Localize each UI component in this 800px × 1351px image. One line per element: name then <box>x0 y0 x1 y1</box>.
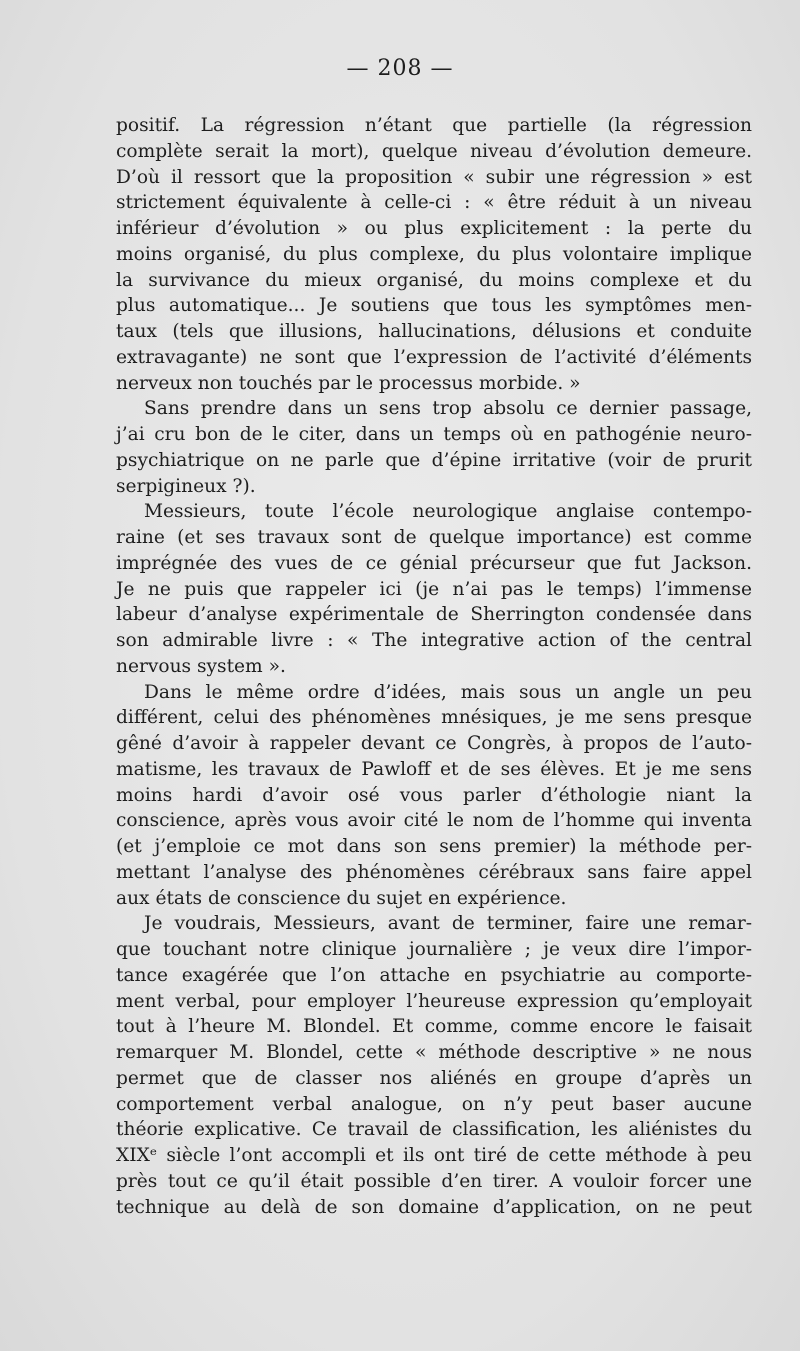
text-line: gêné d’avoir à rappeler devant ce Congrès, à propos de l’auto- <box>116 733 752 754</box>
text-line: positif. La régression n’étant que partielle (la régression <box>116 115 752 136</box>
text-line: strictement équivalente à celle-ci : « être réduit à un niveau <box>116 192 752 214</box>
text-line: remarquer M. Blondel, cette « méthode descriptive » ne nous <box>116 1042 752 1063</box>
text-line: serpigineux ?). <box>116 475 256 497</box>
text-line: technique au delà de son domaine d’application, on ne peut <box>116 1196 752 1218</box>
text-line: mettant l’analyse des phénomènes cérébraux sans faire appel <box>116 861 752 883</box>
text-line: plus automatique... Je soutiens que tous les symptômes men- <box>116 295 752 317</box>
text-line: nerveux non touchés par le processus morbide. » <box>116 372 581 394</box>
text-line: D’où il ressort que la proposition « subir une régression » est <box>116 166 752 188</box>
text-line: raine (et ses travaux sont de quelque importance) est comme <box>116 527 752 548</box>
page-number: — 208 — <box>346 56 454 81</box>
text-line: moins organisé, du plus complexe, du plus volontaire implique <box>116 243 752 265</box>
text-line: comportement verbal analogue, on n’y peut baser aucune <box>116 1093 752 1115</box>
text-line: aux états de conscience du sujet en expérience. <box>116 887 567 909</box>
text-line: Dans le même ordre d’idées, mais sous un angle un peu <box>144 681 752 703</box>
text-line: différent, celui des phénomènes mnésiques, je me sens presque <box>116 707 752 729</box>
text-line: près tout ce qu’il était possible d’en tirer. A vouloir forcer une <box>116 1170 752 1192</box>
body-text <box>116 113 752 1220</box>
text-line: extravagante) ne sont que l’expression de l’activité d’éléments <box>116 346 752 368</box>
text-line: la survivance du mieux organisé, du moins complexe et du <box>116 269 752 291</box>
text-line: ment verbal, pour employer l’heureuse expression qu’employait <box>116 990 752 1012</box>
text-line: que touchant notre clinique journalière ; je veux dire l’impor- <box>116 939 752 960</box>
text-line: j’ai cru bon de le citer, dans un temps où en pathogénie neuro- <box>116 424 752 445</box>
text-line: complète serait la mort), quelque niveau d’évolution demeure. <box>116 140 752 162</box>
text-line: tout à l’heure M. Blondel. Et comme, comme encore le faisait <box>116 1016 752 1038</box>
text-line: imprégnée des vues de ce génial précurseur que fut Jackson. <box>116 552 752 574</box>
text-line: Messieurs, toute l’école neurologique anglaise contempo- <box>144 501 752 523</box>
text-line: Je voudrais, Messieurs, avant de terminer, faire une remar- <box>144 913 752 935</box>
text-line: moins hardi d’avoir osé vous parler d’éthologie niant la <box>116 784 752 806</box>
text-line: inférieur d’évolution » ou plus explicitement : la perte du <box>116 218 752 239</box>
text-line: (et j’emploie ce mot dans son sens premier) la méthode per- <box>116 836 752 857</box>
text-line: XIXᵉ siècle l’ont accompli et ils ont tiré de cette méthode à peu <box>116 1145 752 1166</box>
text-line: labeur d’analyse expérimentale de Sherrington condensée dans <box>116 604 752 626</box>
text-line: taux (tels que illusions, hallucinations, délusions et conduite <box>116 321 752 342</box>
text-line: tance exagérée que l’on attache en psychiatrie au comporte- <box>116 964 752 986</box>
text-line: psychiatrique on ne parle que d’épine irritative (voir de prurit <box>116 449 752 471</box>
text-line: Sans prendre dans un sens trop absolu ce dernier passage, <box>144 398 752 420</box>
text-line: permet que de classer nos aliénés en groupe d’après un <box>116 1067 752 1089</box>
text-line: théorie explicative. Ce travail de classification, les aliénistes du <box>116 1119 752 1141</box>
text-line: son admirable livre : « The integrative action of the central <box>116 630 752 651</box>
text-line: nervous system ». <box>116 655 286 677</box>
text-line: conscience, après vous avoir cité le nom de l’homme qui inventa <box>116 810 752 832</box>
text-line: matisme, les travaux de Pawloff et de ses élèves. Et je me sens <box>116 758 752 780</box>
text-line: Je ne puis que rappeler ici (je n’ai pas le temps) l’immense <box>116 578 752 600</box>
